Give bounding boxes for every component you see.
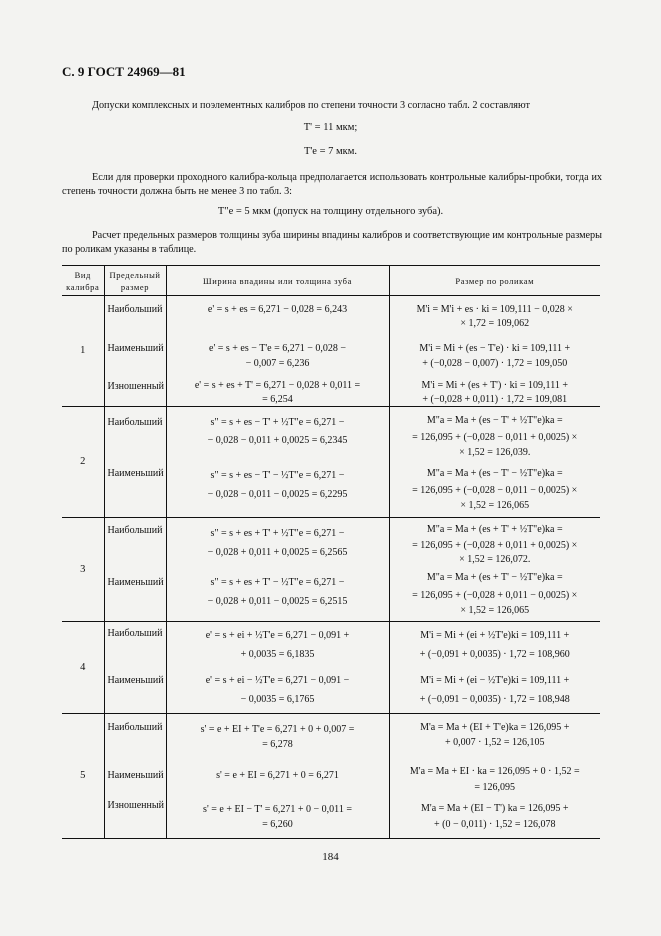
page-number: 184	[322, 851, 339, 863]
formula-line: = 126,095	[474, 782, 516, 793]
formula-line: M'a = Ma + (EI − T') ka = 126,095 +	[421, 803, 569, 814]
paragraph-control-gauges: Если для проверки проходного калибра-кольца предполагается использовать контрольные калибры-пробки, тогда их степень точности должна быть не менее 3 по табл. 3:	[62, 172, 602, 197]
formula-line: + 0,0035 = 6,1835	[240, 649, 315, 660]
table-row	[62, 714, 600, 839]
kind-cell: 2	[62, 407, 104, 518]
formula-line: = 6,278	[262, 739, 293, 750]
equation-Te: T'e = 7 мкм.	[303, 146, 358, 157]
formula-line: = 126,095 + (−0,028 + 0,011 − 0,0025) ×	[412, 590, 578, 601]
formula-line: s" = s + es − T' − ½T"e = 6,271 −	[210, 470, 345, 481]
paragraph-calculation: Расчет предельных размеров толщины зуба ширины впадины калибров и соответствующие им контрольные размеры по роликам указаны в таблице.	[62, 230, 602, 255]
formula-line: + 0,007 · 1,52 = 126,105	[444, 737, 545, 748]
page-header: С. 9 ГОСТ 24969—81	[62, 64, 186, 79]
size-label: Наибольший	[107, 525, 163, 536]
formula-line: = 126,095 + (−0,028 − 0,011 − 0,0025) ×	[412, 485, 578, 496]
formula-line: M"a = Ma + (es − T' + ½T"e)ka =	[426, 415, 563, 426]
formula-line: s' = e + EI − T' = 6,271 + 0 − 0,011 =	[203, 804, 352, 815]
formula-line: e' = s + ei + ½T'e = 6,271 − 0,091 +	[205, 630, 350, 641]
size-label: Наименьший	[107, 770, 164, 781]
formula-line: M"a = Ma + (es + T' − ½T"e)ka =	[426, 572, 563, 583]
formula-line: × 1,52 = 126,065	[460, 605, 530, 616]
formula-line: M'i = Mi + (es − T'e) · ki = 109,111 +	[419, 343, 571, 354]
formula-line: M"a = Ma + (es − T' − ½T"e)ka =	[426, 468, 563, 479]
kind-cell: 4	[62, 622, 104, 714]
header-width: Ширина впадины или толщина зуба	[166, 266, 389, 296]
formula-line: × 1,72 = 109,062	[460, 318, 530, 329]
formula-line: × 1,52 = 126,065	[460, 500, 530, 511]
size-label: Наименьший	[107, 577, 164, 588]
formula-line: = 126,095 + (−0,028 + 0,011 + 0,0025) ×	[412, 540, 578, 551]
formula-line: s" = s + es + T' − ½T"e = 6,271 −	[210, 577, 345, 588]
size-label: Наибольший	[107, 304, 163, 315]
formula-line: + (−0,091 + 0,0035) · 1,72 = 108,960	[419, 649, 570, 660]
formula-line: + (0 − 0,011) · 1,52 = 126,078	[433, 819, 556, 830]
formula-line: − 0,028 − 0,011 − 0,0025 = 6,2295	[207, 489, 348, 500]
formula-line: M'a = Ma + EI · ka = 126,095 + 0 · 1,52 =	[409, 766, 580, 777]
formula-line: × 1,52 = 126,072.	[459, 554, 531, 565]
header-roller: Размер по роликам	[389, 266, 600, 296]
formula-line: − 0,028 + 0,011 − 0,0025 = 6,2515	[207, 596, 348, 607]
equation-T: T' = 11 мкм;	[303, 122, 358, 133]
table-row	[62, 518, 600, 622]
size-label: Наименьший	[107, 675, 164, 686]
formula-line: s' = e + EI + T'e = 6,271 + 0 + 0,007 =	[200, 724, 355, 735]
size-label: Наименьший	[107, 468, 164, 479]
formula-line: e' = s + es = 6,271 − 0,028 = 6,243	[207, 304, 348, 315]
formula-line: M'i = Mi + (ei + ½T'e)ki = 109,111 +	[420, 630, 570, 641]
formula-line: + (−0,091 − 0,0035) · 1,72 = 108,948	[419, 694, 570, 705]
formula-line: = 6,260	[262, 819, 293, 830]
formula-line: − 0,0035 = 6,1765	[240, 694, 315, 705]
formula-line: M'i = M'i + es · ki = 109,111 − 0,028 ×	[416, 304, 573, 315]
kind-cell: 5	[62, 714, 104, 839]
kind-cell: 1	[62, 296, 104, 407]
size-label: Наибольший	[107, 722, 163, 733]
calculation-table	[62, 265, 600, 839]
formula-line: e' = s + es − T'e = 6,271 − 0,028 −	[209, 343, 346, 354]
size-label: Наименьший	[107, 343, 164, 354]
formula-line: − 0,028 − 0,011 + 0,0025 = 6,2345	[207, 435, 348, 446]
formula-line: M'i = Mi + (es + T') · ki = 109,111 +	[421, 380, 568, 391]
paragraph-tolerances: Допуски комплексных и поэлементных калибров по степени точности 3 согласно табл. 2 составляют	[92, 100, 530, 111]
table-header-row	[62, 266, 600, 296]
formula-line: − 0,028 + 0,011 + 0,0025 = 6,2565	[207, 547, 348, 558]
formula-line: e' = s + es + T' = 6,271 − 0,028 + 0,011 =	[194, 380, 361, 391]
formula-line: s" = s + es − T' + ½T"e = 6,271 −	[210, 417, 345, 428]
size-label: Наибольший	[107, 417, 163, 428]
formula-line: + (−0,028 + 0,011) · 1,72 = 109,081	[422, 394, 568, 405]
table-row	[62, 407, 600, 518]
formula-line: e' = s + ei − ½T'e = 6,271 − 0,091 −	[205, 675, 350, 686]
formula-line: s" = s + es + T' + ½T"e = 6,271 −	[210, 528, 345, 539]
formula-line: M"a = Ma + (es + T' + ½T"e)ka =	[426, 524, 563, 535]
formula-line: M'i = Mi + (ei − ½T'e)ki = 109,111 +	[420, 675, 570, 686]
size-label: Изношенный	[107, 800, 164, 811]
header-kind: Вид калибра	[62, 266, 104, 296]
formula-line: = 126,095 + (−0,028 − 0,011 + 0,0025) ×	[412, 432, 578, 443]
kind-cell: 3	[62, 518, 104, 622]
formula-line: − 0,007 = 6,236	[245, 358, 310, 369]
header-size: Предельный размер	[104, 266, 166, 296]
size-label: Наибольший	[107, 628, 163, 639]
formula-line: s' = e + EI = 6,271 + 0 = 6,271	[216, 770, 339, 781]
table-row	[62, 296, 600, 407]
formula-line: × 1,52 = 126,039.	[459, 447, 531, 458]
formula-line: + (−0,028 − 0,007) · 1,72 = 109,050	[422, 358, 568, 369]
size-label: Изношенный	[107, 381, 164, 392]
formula-line: M'a = Ma + (EI + T'e)ka = 126,095 +	[420, 722, 570, 733]
table-row	[62, 622, 600, 714]
formula-line: = 6,254	[262, 394, 293, 405]
equation-Te2: T"e = 5 мкм (допуск на толщину отдельного зуба).	[217, 206, 444, 217]
